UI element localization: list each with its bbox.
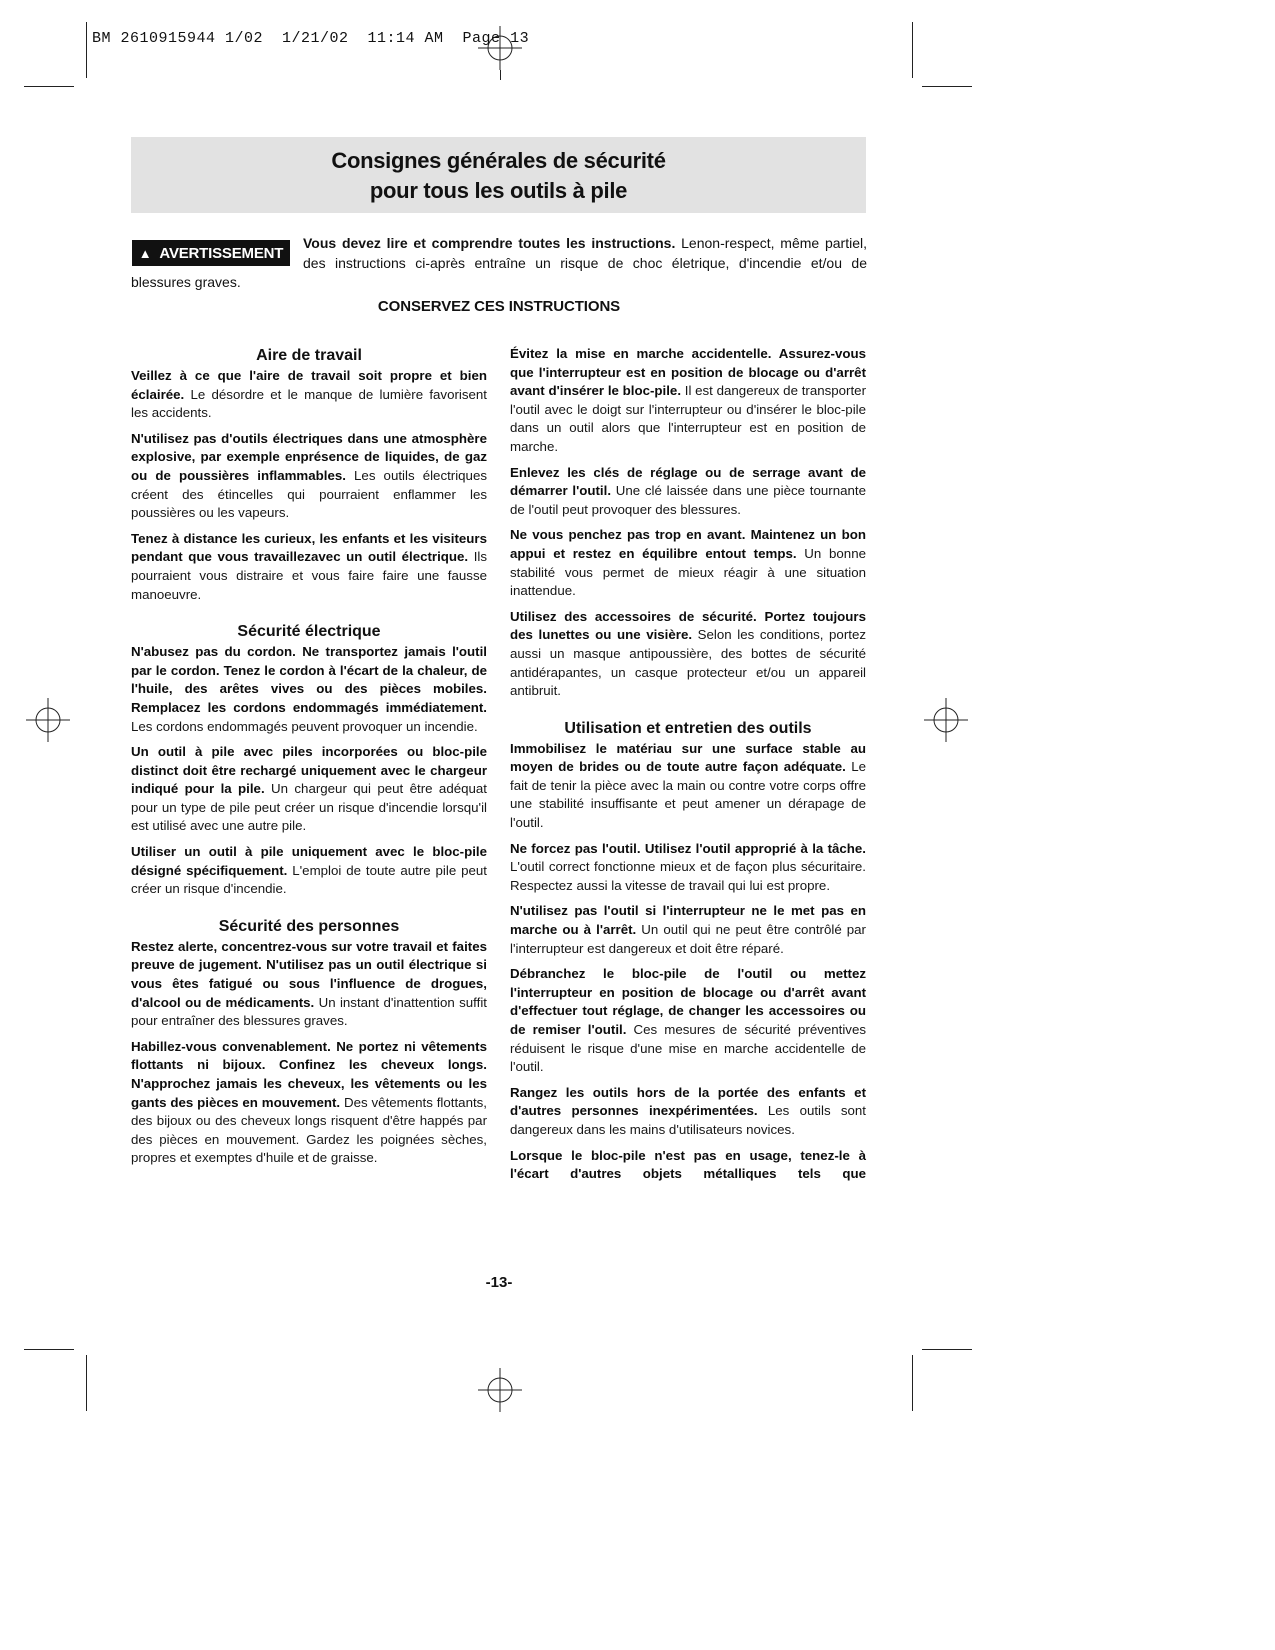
paragraph-text: Les cordons endommagés peuvent provoquer un incendie. — [131, 718, 478, 734]
paragraph-text: Ils pourraient vous distraire et vous faire faire une fausse manoeuvre. — [131, 549, 487, 602]
crop-mark-bottom-left-h — [24, 1349, 74, 1350]
section-gap — [131, 611, 487, 621]
paragraph-bold: N'utilisez pas l'outil si l'interrupteur ne le met pas en marche ou à l'arrêt. — [510, 903, 866, 938]
paragraph-bold: Évitez la mise en marche accidentelle. Assurez-vous que l'interrupteur est en position de blocage ou d'arrêt avant d'insérer le bloc-pile. — [510, 346, 866, 399]
paragraph-bold: Lorsque le bloc-pile n'est pas en usage, tenez-le à l'écart d'autres objets métalliques tels que — [510, 1147, 866, 1182]
paragraph-text: Le désordre et le manque de lumière favorisent les accidents. — [131, 386, 487, 421]
crop-mark-top-left-v — [86, 22, 87, 78]
paragraph-bold: Tenez à distance les curieux, les enfants et les visiteurs pendant que vous travaillezavec un outil électrique. — [131, 530, 487, 565]
paragraph-text: Un outil qui ne peut être contrôlé par l'interrupteur est dangereux et doit être réparé. — [510, 922, 866, 956]
paragraph — [510, 965, 866, 1077]
heading-personal-safety: Sécurité des personnes — [218, 917, 400, 935]
paragraph-text: L'outil correct fonctionne mieux et de façon plus sécuritaire. Respectez aussi la vitesse de travail qui lui est propre. — [510, 859, 866, 893]
paragraph-text: Les outils sont dangereux dans les mains d'utilisateurs novices. — [510, 1103, 867, 1137]
crop-mark-bottom-left-v — [86, 1355, 87, 1411]
section-gap — [131, 906, 487, 916]
paragraph — [131, 530, 487, 604]
warning-bold-text: Vous devez lire et comprendre toutes les instructions. — [303, 235, 676, 251]
paragraph-bold: Enlevez les clés de réglage ou de serrage avant de démarrer l'outil. — [510, 464, 866, 499]
paragraph-bold: Un outil à pile avec piles incorporées ou bloc-pile distinct doit être rechargé uniquement avec le chargeur indiqué pour la pile. — [131, 744, 487, 797]
paragraph-text: Selon les conditions, portez aussi un masque antipoussière, des bottes de sécurité antidérapantes, un casque protecteur et/ou un appareil antibruit. — [510, 627, 866, 699]
right-column — [510, 345, 866, 1191]
paragraph-text: Un instant d'inattention suffit pour entraîner des blessures graves. — [131, 994, 487, 1029]
paragraph — [131, 430, 487, 523]
paragraph — [131, 843, 487, 899]
page-title-line-1: Consignes générales de sécurité — [331, 148, 666, 173]
paragraph — [131, 743, 487, 836]
crop-mark-top-right-h — [922, 86, 972, 87]
paragraph-bold: Débranchez le bloc-pile de l'outil ou mettez l'interrupteur en position de blocage ou d'arrêt avant d'effectuer tout réglage, de changer les accessoires ou de remiser l'outil. — [510, 966, 866, 1037]
keep-instructions-heading: CONSERVEZ CES INSTRUCTIONS — [377, 298, 621, 315]
heading-work-area: Aire de travail — [256, 347, 362, 364]
heading-tool-use: Utilisation et entretien des outils — [564, 719, 812, 737]
paragraph-bold: Utiliser un outil à pile uniquement avec le bloc-pile désigné spécifiquement. — [131, 844, 487, 878]
paragraph — [510, 608, 866, 701]
paragraph — [131, 1038, 487, 1168]
print-header: BM 2610915944 1/02 1/21/02 11:14 AM Page 13 — [92, 30, 530, 47]
registration-mark-bottom — [478, 1368, 522, 1412]
paragraph — [510, 902, 866, 958]
registration-mark-left — [26, 698, 70, 742]
paragraph — [510, 464, 866, 520]
crop-mark-top-right-v — [912, 22, 913, 78]
paragraph — [131, 938, 487, 1031]
paragraph — [510, 740, 866, 833]
paragraph-text: Ces mesures de sécurité préventives réduisent le risque d'une mise en marche accidentelle de l'outil. — [510, 1022, 866, 1075]
paragraph-bold: N'utilisez pas d'outils électriques dans une atmosphère explosive, par exemple enprésence de liquides, de gaz ou de poussières inflammables. — [131, 430, 487, 483]
paragraph-bold: Ne vous penchez pas trop en avant. Maintenez un bon appui et restez en équilibre entout temps. — [510, 527, 866, 561]
paragraph-text: Il est dangereux de transporter l'outil avec le doigt sur l'interrupteur ou d'insérer le bloc-pile dans un outil alors que l'interrupteur est en position de marche. — [510, 383, 867, 454]
paragraph-text: Un chargeur qui peut être adéquat pour un type de pile peut créer un risque d'incendie lorsqu'il est utilisé avec une autre pile. — [131, 781, 487, 834]
warning-triangle-icon: ▲ — [138, 245, 152, 261]
paragraph-bold: Habillez-vous convenablement. Ne portez ni vêtements flottants ni bijoux. Confinez les cheveux longs. N'approchez jamais les cheveux, les vêtements ou les gants des pièces en mouvement. — [131, 1038, 487, 1110]
paragraph — [510, 840, 866, 896]
paragraph-text: Le fait de tenir la pièce avec la main ou contre votre corps offre une stabilité insuffisante et peut amener un dérapage de l'outil. — [510, 759, 866, 831]
crop-mark-bottom-right-h — [922, 1349, 972, 1350]
crop-mark-bottom-right-v — [912, 1355, 913, 1411]
paragraph-text: Un bonne stabilité vous permet de mieux réagir à une situation inattendue. — [510, 545, 866, 599]
paragraph — [510, 345, 866, 457]
paragraph-bold: Immobilisez le matériau sur une surface stable au moyen de brides ou de toute autre façon adéquate. — [510, 740, 866, 775]
page-number: -13- — [485, 1274, 513, 1291]
paragraph — [131, 367, 487, 423]
warning-badge-label: AVERTISSEMENT — [159, 244, 284, 262]
paragraph-bold: Utilisez des accessoires de sécurité. Portez toujours des lunettes ou une visière. — [510, 608, 866, 643]
paragraph-text: Les outils électriques créent des étincelles qui pourraient enflammer les poussières ou les vapeurs. — [131, 467, 487, 521]
registration-line-top — [500, 70, 501, 80]
paragraph-bold: N'abusez pas du cordon. Ne transportez jamais l'outil par le cordon. Tenez le cordon à l'écart de la chaleur, de l'huile, des arêtes vives ou des pièces mobiles. Remplacez les cordons endommagés immédiatement. — [131, 644, 487, 715]
paragraph-text: Une clé laissée dans une pièce tournante de l'outil peut provoquer des blessures. — [510, 483, 866, 517]
paragraph-bold: Ne forcez pas l'outil. Utilisez l'outil approprié à la tâche. — [510, 840, 866, 856]
page-title-line-2: pour tous les outils à pile — [369, 178, 628, 203]
page-title-box — [131, 137, 866, 213]
paragraph-bold: Restez alerte, concentrez-vous sur votre travail et faites preuve de jugement. N'utilisez pas un outil électrique si vous êtes fatigué ou sous l'influence de drogues, d'alcool ou de médicaments. — [131, 938, 487, 1010]
warning-badge — [132, 240, 290, 266]
paragraph — [510, 1147, 866, 1184]
paragraph — [510, 1084, 866, 1140]
left-column — [131, 345, 487, 1175]
paragraph-bold: Rangez les outils hors de la portée des enfants et d'autres personnes inexpérimentées. — [510, 1084, 866, 1119]
paragraph — [510, 526, 866, 600]
paragraph-text: L'emploi de toute autre pile peut créer un risque d'incendie. — [131, 862, 487, 897]
paragraph-text: Des vêtements flottants, des bijoux ou des cheveux longs risquent d'être happés par des pièces en mouvement. Gardez les poignées sèches, propres et exemptes d'huile et de graisse. — [131, 1094, 487, 1166]
heading-electrical-safety: Sécurité électrique — [237, 623, 381, 641]
paragraph-bold: Veillez à ce que l'aire de travail soit propre et bien éclairée. — [131, 368, 487, 402]
crop-mark-top-left-h — [24, 86, 74, 87]
paragraph — [131, 643, 487, 736]
registration-mark-right — [924, 698, 968, 742]
warning-body-text: Lenon-respect, même partiel, des instructions ci-après entraîne un risque de choc életrique, d'incendie et/ou de blessures graves. — [131, 235, 867, 290]
section-gap — [510, 708, 866, 718]
